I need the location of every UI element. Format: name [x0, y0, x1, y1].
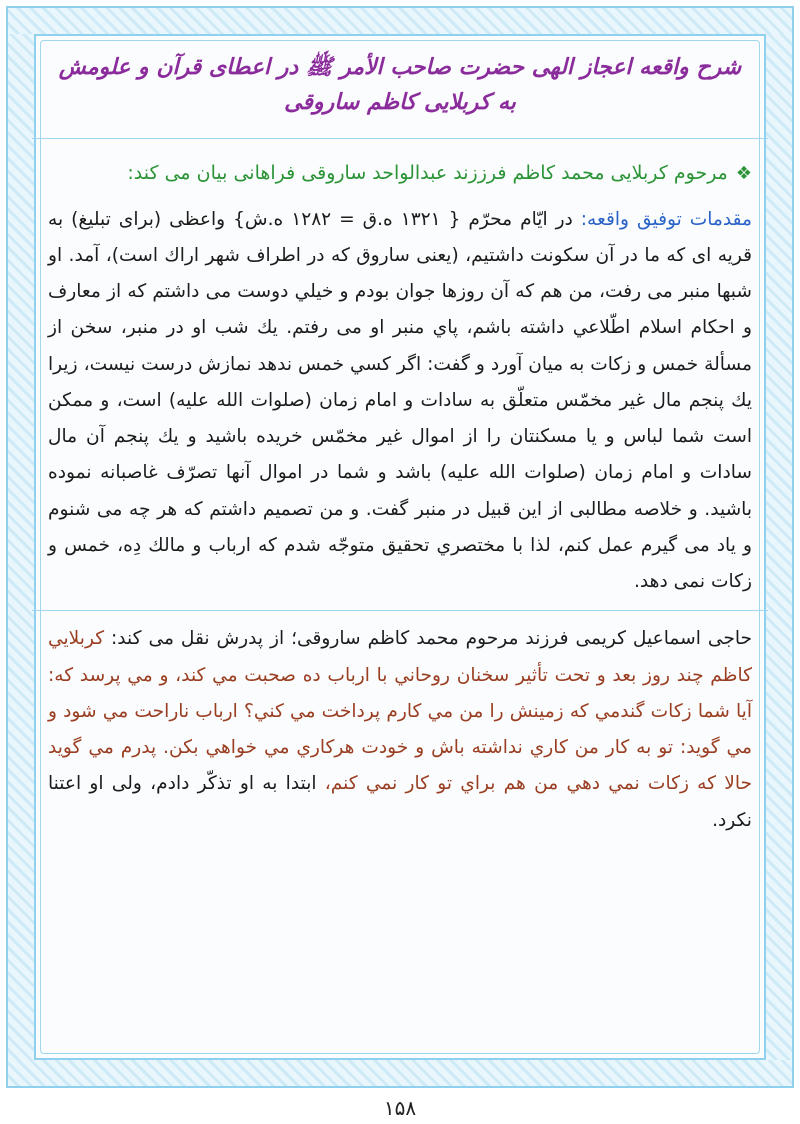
- paragraph-2: [48, 621, 752, 839]
- page-heading: شرح واقعه اعجاز الهی حضرت صاحب الأمر ﷺ در اعطای قرآن و علومش به کربلایی کاظم ساروقی: [58, 54, 742, 116]
- paragraph-1-lead: مقدمات توفیق واقعه:: [580, 208, 752, 230]
- paragraph-1: [48, 202, 752, 601]
- decorative-border-left: [8, 34, 36, 1060]
- section-divider: [32, 610, 768, 611]
- diamond-bullet-icon: ❖: [735, 163, 752, 185]
- page-number: ۱۵۸: [383, 1096, 417, 1120]
- page-content: [48, 40, 752, 839]
- intro-line: [48, 155, 752, 191]
- paragraph-2-quote: کربلايي کاظم چند روز بعد و تحت تأثیر سخنان روحاني با ارباب ده صحبت مي کند، و مي پرسد که: آیا شما زکات گندمي که زمینش را من مي کارم پرداخت مي کني؟ ارباب ناراحت مي شود و مي گوید: تو به کار من کاري نداشته باش و خودت هرکاري مي خواهي بکن. پدرم مي گوید حالا که زکات نمي دهي من هم براي تو کار نمي کنم،: [48, 628, 752, 795]
- intro-text: مرحوم کربلایی محمد کاظم فرززند عبدالواحد ساروقی فراهانی بیان می کند:: [127, 162, 728, 185]
- decorative-border-right: [764, 34, 792, 1060]
- paragraph-2-tail: ابتدا به او تذکّر دادم، ولی او اعتنا نکرد.: [48, 773, 752, 831]
- paragraph-2-lead: حاجی اسماعیل کریمی فرزند مرحوم محمد کاظم ساروقی؛ از پدرش نقل می کند:: [111, 628, 752, 650]
- heading-divider: [32, 138, 768, 139]
- decorative-border-bottom: [8, 1058, 792, 1086]
- decorative-border-top: [8, 8, 792, 36]
- paragraph-1-text: در ایّام محرّم { ۱۳۲۱ ه.ق = ۱۲۸۲ ه.ش} واعظی (برای تبلیغ) به قریه ای که ما در آن سکونت داشتیم، (یعنی ساروق که در اطراف شهر اراك است)، آمد. او شبها منبر می رفت، من هم که آن روزها جوان بودم و خيلي دوست می داشتم که از معارف و احکام اسلام اطّلاعي داشته باشم، پاي منبر او می رفتم. يك شب او در منبر، سخن از مسألة خمس و زکات به میان آورد و گفت: اگر کسي خمس ندهد نمازش درست نیست، زیرا يك پنجم مال غیر مخمّس متعلّق به سادات و امام زمان (صلوات الله علیه) است، و ممکن است شما لباس و یا مسکنتان را از اموال غیر مخمّس خریده باشید و يك پنجم آن مال سادات و امام زمان (صلوات الله علیه) باشد و شما در اموال آنها تصرّف غاصبانه نموده باشید. و خلاصه مطالبی از این قبیل در منبر گفت. و من تصمیم داشتم که هر چه می شنوم و یاد می گیرم عمل کنم، لذا با مختصري تحقیق متوجّه شدم که ارباب و مالك دِه، خمس و زکات نمی دهد.: [48, 208, 752, 593]
